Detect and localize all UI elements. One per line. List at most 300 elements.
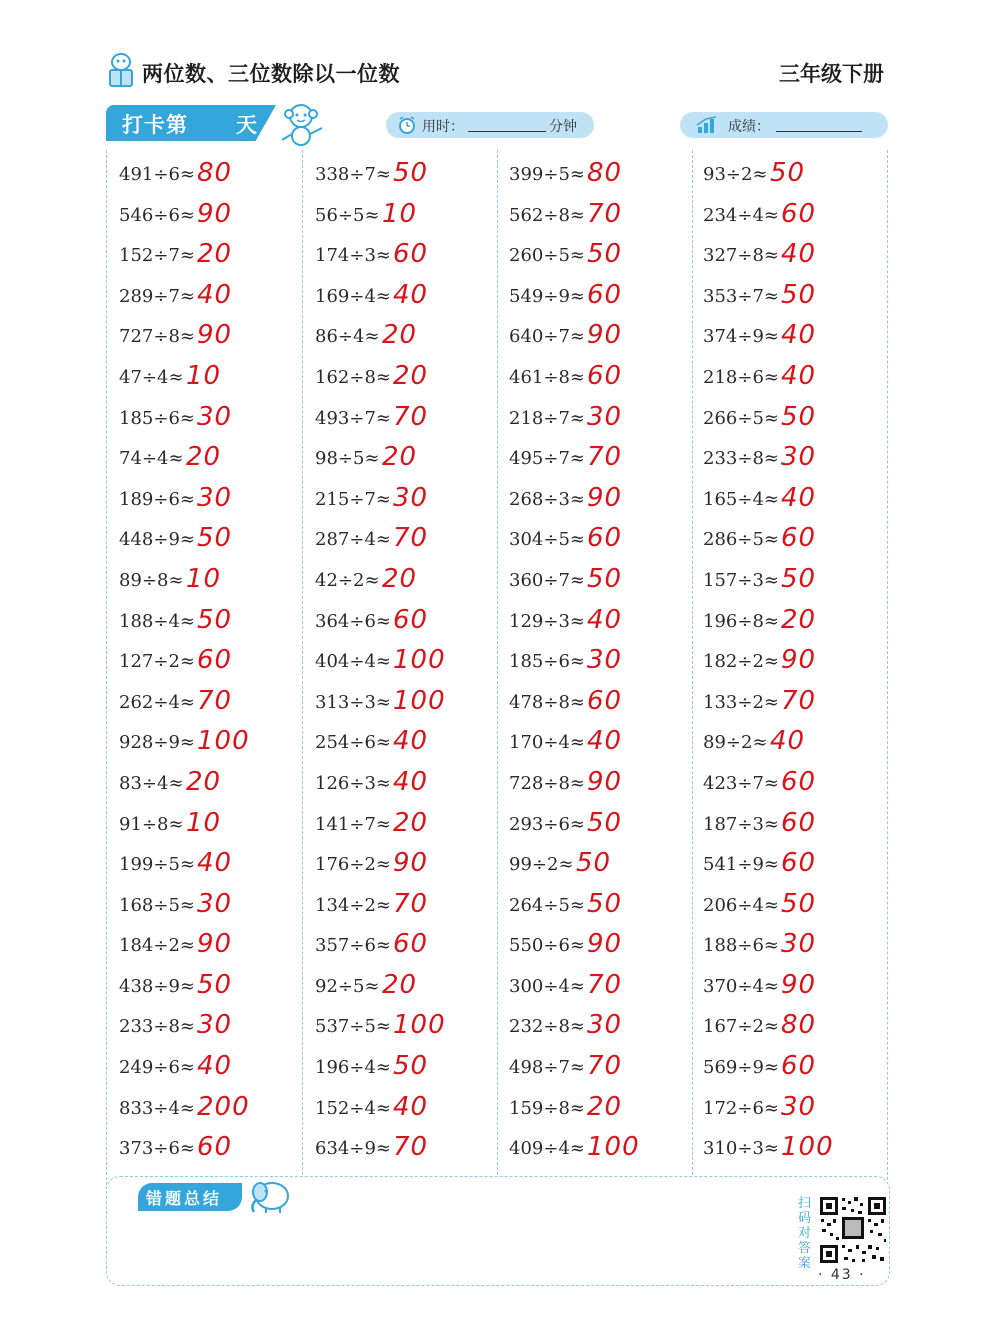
- problem-question: 185÷6≈: [119, 407, 195, 429]
- problem-question: 289÷7≈: [119, 285, 195, 307]
- problem-row: [119, 806, 309, 847]
- problem-question: 264÷5≈: [509, 894, 585, 916]
- handwritten-answer[interactable]: 70: [587, 442, 623, 473]
- handwritten-answer[interactable]: 50: [781, 563, 817, 594]
- problem-question: 86÷4≈: [315, 326, 380, 348]
- problem-row: [509, 1049, 699, 1090]
- problem-row: [509, 237, 699, 278]
- problem-row: [119, 156, 309, 197]
- problem-question: 304÷5≈: [509, 529, 585, 551]
- problem-row: [315, 603, 505, 644]
- handwritten-answer[interactable]: 90: [197, 198, 233, 229]
- problem-row: [509, 318, 699, 359]
- handwritten-answer[interactable]: 10: [186, 807, 222, 838]
- handwritten-answer[interactable]: 90: [587, 929, 623, 960]
- handwritten-answer[interactable]: 30: [197, 1010, 233, 1041]
- problem-question: 266÷5≈: [703, 407, 779, 429]
- problem-row: [315, 968, 505, 1009]
- problem-question: 170÷4≈: [509, 732, 585, 754]
- problem-row: [703, 562, 893, 603]
- problem-row: [703, 1008, 893, 1049]
- page-title: 两位数、三位数除以一位数: [142, 62, 400, 86]
- handwritten-answer[interactable]: 60: [587, 685, 623, 716]
- problem-row: [315, 927, 505, 968]
- problem-question: 184÷2≈: [119, 935, 195, 957]
- problem-row: [119, 237, 309, 278]
- handwritten-answer[interactable]: 40: [781, 239, 817, 270]
- problem-row: [119, 521, 309, 562]
- problem-question: 91÷8≈: [119, 813, 184, 835]
- problem-question: 185÷6≈: [509, 651, 585, 673]
- problem-question: 93÷2≈: [703, 164, 768, 185]
- problem-row: [703, 724, 893, 765]
- problem-row: [315, 521, 505, 562]
- problem-row: [703, 806, 893, 847]
- problem-row: [703, 521, 893, 562]
- handwritten-answer[interactable]: 50: [393, 158, 429, 188]
- problem-row: [119, 887, 309, 928]
- problem-row: [703, 846, 893, 887]
- grade-label: 三年级下册: [779, 62, 884, 86]
- problem-row: [315, 1130, 505, 1171]
- problem-question: 89÷8≈: [119, 569, 184, 591]
- score-blank[interactable]: [776, 131, 862, 132]
- problem-question: 206÷4≈: [703, 894, 779, 916]
- problem-row: [315, 1090, 505, 1131]
- checkin-day-label: 天: [236, 113, 257, 137]
- handwritten-answer[interactable]: 70: [393, 523, 429, 554]
- problem-question: 493÷7≈: [315, 407, 391, 429]
- handwritten-answer[interactable]: 30: [587, 645, 623, 676]
- problem-row: [315, 278, 505, 319]
- problem-row: [509, 846, 699, 887]
- problem-row: [119, 1049, 309, 1090]
- handwritten-answer[interactable]: 70: [393, 401, 429, 432]
- problem-question: 98÷5≈: [315, 448, 380, 470]
- handwritten-answer[interactable]: 60: [197, 1132, 233, 1163]
- problem-question: 218÷6≈: [703, 366, 779, 388]
- problem-question: 357÷6≈: [315, 935, 391, 957]
- handwritten-answer[interactable]: 60: [393, 239, 429, 270]
- problem-row: [703, 968, 893, 1009]
- problem-question: 188÷4≈: [119, 610, 195, 632]
- handwritten-answer[interactable]: 70: [587, 1051, 623, 1082]
- problem-row: [315, 359, 505, 400]
- time-unit: 分钟: [549, 119, 577, 135]
- problem-row: [509, 562, 699, 603]
- book-mascot-icon: [106, 52, 136, 88]
- problem-question: 99÷2≈: [509, 854, 574, 876]
- problem-question: 249÷6≈: [119, 1057, 195, 1079]
- problem-row: [119, 1130, 309, 1171]
- problem-row: [315, 562, 505, 603]
- handwritten-answer[interactable]: 60: [781, 766, 817, 797]
- problem-question: 569÷9≈: [703, 1057, 779, 1079]
- problem-row: [509, 887, 699, 928]
- handwritten-answer[interactable]: 30: [197, 482, 233, 513]
- handwritten-answer[interactable]: 80: [781, 1010, 817, 1041]
- problem-question: 423÷7≈: [703, 772, 779, 794]
- problem-row: [509, 197, 699, 238]
- problem-question: 152÷7≈: [119, 245, 195, 267]
- problem-row: [703, 1130, 893, 1171]
- problem-question: 360÷7≈: [509, 569, 585, 591]
- handwritten-answer[interactable]: 30: [587, 1010, 623, 1041]
- handwritten-answer[interactable]: 60: [393, 929, 429, 960]
- handwritten-answer[interactable]: 70: [587, 969, 623, 1000]
- problem-row: [509, 400, 699, 441]
- handwritten-answer[interactable]: 90: [781, 969, 817, 1000]
- problem-question: 373÷6≈: [119, 1138, 195, 1160]
- problem-row: [509, 1008, 699, 1049]
- problem-row: [315, 481, 505, 522]
- problem-question: 550÷6≈: [509, 935, 585, 957]
- problem-row: [509, 765, 699, 806]
- problem-row: [315, 887, 505, 928]
- problem-question: 129÷3≈: [509, 610, 585, 632]
- problem-row: [119, 562, 309, 603]
- handwritten-answer[interactable]: 20: [781, 604, 817, 635]
- clock-icon: [398, 116, 416, 134]
- problem-question: 83÷4≈: [119, 772, 184, 794]
- handwritten-answer[interactable]: 90: [587, 766, 623, 797]
- problem-question: 268÷3≈: [509, 488, 585, 510]
- problem-question: 399÷5≈: [509, 164, 585, 185]
- problem-question: 187÷3≈: [703, 813, 779, 835]
- problem-row: [119, 684, 309, 725]
- handwritten-answer[interactable]: 60: [781, 198, 817, 229]
- problem-row: [703, 643, 893, 684]
- handwritten-answer[interactable]: 50: [781, 401, 817, 432]
- chart-icon: [696, 116, 718, 134]
- handwritten-answer[interactable]: 70: [781, 685, 817, 716]
- problem-question: 42÷2≈: [315, 569, 380, 591]
- problem-question: 234÷4≈: [703, 204, 779, 226]
- problem-question: 174÷3≈: [315, 245, 391, 267]
- handwritten-answer[interactable]: 50: [587, 239, 623, 270]
- problem-question: 134÷2≈: [315, 894, 391, 916]
- handwritten-answer[interactable]: 60: [781, 1051, 817, 1082]
- problem-question: 353÷7≈: [703, 285, 779, 307]
- problem-row: [703, 927, 893, 968]
- problem-row: [119, 968, 309, 1009]
- handwritten-answer[interactable]: 50: [781, 279, 817, 310]
- problem-row: [509, 643, 699, 684]
- handwritten-answer[interactable]: 100: [587, 1132, 640, 1163]
- handwritten-answer[interactable]: 20: [393, 360, 429, 391]
- handwritten-answer[interactable]: 10: [382, 198, 418, 229]
- handwritten-answer[interactable]: 70: [393, 1132, 429, 1163]
- problem-row: [119, 643, 309, 684]
- problem-question: 89÷2≈: [703, 732, 768, 754]
- problem-row: [703, 156, 893, 197]
- problem-question: 327÷8≈: [703, 245, 779, 267]
- handwritten-answer[interactable]: 40: [781, 320, 817, 351]
- handwritten-answer[interactable]: 90: [197, 929, 233, 960]
- problem-question: 215÷7≈: [315, 488, 391, 510]
- problem-row: [119, 765, 309, 806]
- problem-question: 254÷6≈: [315, 732, 391, 754]
- handwritten-answer[interactable]: 30: [197, 401, 233, 432]
- problem-question: 293÷6≈: [509, 813, 585, 835]
- handwritten-answer[interactable]: 70: [587, 198, 623, 229]
- problem-question: 374÷9≈: [703, 326, 779, 348]
- problem-row: [315, 643, 505, 684]
- problem-row: [119, 603, 309, 644]
- handwritten-answer[interactable]: 200: [197, 1091, 250, 1122]
- handwritten-answer[interactable]: 20: [186, 442, 222, 473]
- handwritten-answer[interactable]: 70: [197, 685, 233, 716]
- handwritten-answer[interactable]: 60: [781, 848, 817, 879]
- problem-row: [509, 156, 699, 197]
- handwritten-answer[interactable]: 100: [393, 685, 446, 716]
- handwritten-answer[interactable]: 80: [197, 158, 233, 188]
- handwritten-answer[interactable]: 60: [587, 279, 623, 310]
- problem-question: 478÷8≈: [509, 691, 585, 713]
- monkey-icon: [276, 98, 326, 148]
- problem-question: 168÷5≈: [119, 894, 195, 916]
- problem-row: [315, 237, 505, 278]
- problem-row: [509, 521, 699, 562]
- problem-question: 218÷7≈: [509, 407, 585, 429]
- handwritten-answer[interactable]: 90: [197, 320, 233, 351]
- problem-question: 634÷9≈: [315, 1138, 391, 1160]
- problem-question: 262÷4≈: [119, 691, 195, 713]
- handwritten-answer[interactable]: 20: [197, 239, 233, 270]
- handwritten-answer[interactable]: 60: [587, 523, 623, 554]
- problem-row: [119, 197, 309, 238]
- problem-row: [119, 318, 309, 359]
- problem-question: 640÷7≈: [509, 326, 585, 348]
- handwritten-answer[interactable]: 40: [587, 726, 623, 757]
- problem-question: 833÷4≈: [119, 1097, 195, 1119]
- handwritten-answer[interactable]: 40: [781, 482, 817, 513]
- problem-question: 162÷8≈: [315, 366, 391, 388]
- problem-row: [119, 927, 309, 968]
- handwritten-answer[interactable]: 20: [393, 807, 429, 838]
- time-blank[interactable]: [468, 131, 546, 132]
- problem-question: 159÷8≈: [509, 1097, 585, 1119]
- problem-row: [703, 237, 893, 278]
- problem-question: 537÷5≈: [315, 1016, 391, 1038]
- handwritten-answer[interactable]: 40: [393, 1091, 429, 1122]
- problem-question: 728÷8≈: [509, 772, 585, 794]
- problem-row: [703, 887, 893, 928]
- handwritten-answer[interactable]: 100: [197, 726, 250, 757]
- problem-question: 541÷9≈: [703, 854, 779, 876]
- handwritten-answer[interactable]: 30: [781, 442, 817, 473]
- handwritten-answer[interactable]: 100: [393, 645, 446, 676]
- problem-question: 232÷8≈: [509, 1016, 585, 1038]
- problem-question: 364÷6≈: [315, 610, 391, 632]
- problem-question: 300÷4≈: [509, 975, 585, 997]
- problem-question: 126÷3≈: [315, 772, 391, 794]
- problem-row: [703, 440, 893, 481]
- problem-question: 182÷2≈: [703, 651, 779, 673]
- problem-row: [509, 359, 699, 400]
- handwritten-answer[interactable]: 50: [393, 1051, 429, 1082]
- problem-question: 47÷4≈: [119, 366, 184, 388]
- handwritten-answer[interactable]: 40: [197, 279, 233, 310]
- problem-row: [315, 1008, 505, 1049]
- problem-question: 928÷9≈: [119, 732, 195, 754]
- handwritten-answer[interactable]: 40: [393, 766, 429, 797]
- problem-question: 199÷5≈: [119, 854, 195, 876]
- handwritten-answer[interactable]: 60: [587, 360, 623, 391]
- handwritten-answer[interactable]: 100: [781, 1132, 834, 1163]
- problem-question: 233÷8≈: [703, 448, 779, 470]
- handwritten-answer[interactable]: 20: [382, 320, 418, 351]
- handwritten-answer[interactable]: 50: [197, 523, 233, 554]
- handwritten-answer[interactable]: 30: [781, 929, 817, 960]
- handwritten-answer[interactable]: 10: [186, 563, 222, 594]
- handwritten-answer[interactable]: 50: [781, 888, 817, 919]
- problem-question: 74÷4≈: [119, 448, 184, 470]
- problem-row: [509, 440, 699, 481]
- problem-question: 169÷4≈: [315, 285, 391, 307]
- handwritten-answer[interactable]: 60: [197, 645, 233, 676]
- handwritten-answer[interactable]: 90: [781, 645, 817, 676]
- problem-row: [119, 1008, 309, 1049]
- handwritten-answer[interactable]: 30: [781, 1091, 817, 1122]
- problem-row: [703, 318, 893, 359]
- handwritten-answer[interactable]: 40: [770, 726, 806, 757]
- problem-row: [509, 278, 699, 319]
- problem-question: 287÷4≈: [315, 529, 391, 551]
- handwritten-answer[interactable]: 90: [587, 482, 623, 513]
- handwritten-answer[interactable]: 50: [576, 848, 612, 879]
- handwritten-answer[interactable]: 80: [587, 158, 623, 188]
- handwritten-answer[interactable]: 50: [770, 158, 806, 188]
- problem-question: 167÷2≈: [703, 1016, 779, 1038]
- problem-question: 56÷5≈: [315, 204, 380, 226]
- handwritten-answer[interactable]: 60: [781, 807, 817, 838]
- problem-row: [119, 846, 309, 887]
- elephant-icon: [246, 1176, 294, 1214]
- handwritten-answer[interactable]: 20: [382, 563, 418, 594]
- problem-question: 157÷3≈: [703, 569, 779, 591]
- problem-row: [509, 1090, 699, 1131]
- problem-row: [315, 1049, 505, 1090]
- handwritten-answer[interactable]: 70: [393, 888, 429, 919]
- problem-row: [509, 806, 699, 847]
- time-label: 用时：: [422, 119, 464, 135]
- problem-row: [119, 400, 309, 441]
- problem-row: [509, 603, 699, 644]
- problem-row: [315, 197, 505, 238]
- handwritten-answer[interactable]: 40: [781, 360, 817, 391]
- problem-row: [315, 724, 505, 765]
- problem-row: [119, 724, 309, 765]
- handwritten-answer[interactable]: 40: [393, 726, 429, 757]
- problem-column-2: [315, 156, 505, 1171]
- handwritten-answer[interactable]: 50: [197, 604, 233, 635]
- problem-row: [119, 1090, 309, 1131]
- problem-question: 727÷8≈: [119, 326, 195, 348]
- qr-code[interactable]: [818, 1195, 888, 1265]
- problem-row: [315, 156, 505, 197]
- handwritten-answer[interactable]: 40: [393, 279, 429, 310]
- handwritten-answer[interactable]: 10: [186, 360, 222, 391]
- handwritten-answer[interactable]: 20: [587, 1091, 623, 1122]
- problem-row: [315, 846, 505, 887]
- problem-row: [315, 318, 505, 359]
- handwritten-answer[interactable]: 100: [393, 1010, 446, 1041]
- problem-row: [703, 359, 893, 400]
- score-label: 成绩：: [728, 119, 770, 135]
- problem-row: [703, 1090, 893, 1131]
- problem-question: 448÷9≈: [119, 529, 195, 551]
- problem-question: 133÷2≈: [703, 691, 779, 713]
- problem-question: 196÷4≈: [315, 1057, 391, 1079]
- problem-row: [119, 481, 309, 522]
- handwritten-answer[interactable]: 50: [197, 969, 233, 1000]
- handwritten-answer[interactable]: 30: [587, 401, 623, 432]
- problem-row: [509, 724, 699, 765]
- problem-question: 409÷4≈: [509, 1138, 585, 1160]
- handwritten-answer[interactable]: 90: [587, 320, 623, 351]
- handwritten-answer[interactable]: 20: [382, 969, 418, 1000]
- handwritten-answer[interactable]: 40: [197, 1051, 233, 1082]
- problem-row: [703, 481, 893, 522]
- problem-row: [703, 684, 893, 725]
- problem-row: [509, 684, 699, 725]
- problem-question: 404÷4≈: [315, 651, 391, 673]
- problem-question: 498÷7≈: [509, 1057, 585, 1079]
- handwritten-answer[interactable]: 40: [197, 848, 233, 879]
- problem-column-1: [119, 156, 309, 1171]
- problem-question: 188÷6≈: [703, 935, 779, 957]
- problem-row: [703, 278, 893, 319]
- problem-row: [119, 278, 309, 319]
- problem-question: 549÷9≈: [509, 285, 585, 307]
- problem-question: 491÷6≈: [119, 164, 195, 185]
- handwritten-answer[interactable]: 30: [197, 888, 233, 919]
- problem-row: [703, 400, 893, 441]
- problem-row: [509, 968, 699, 1009]
- handwritten-answer[interactable]: 20: [382, 442, 418, 473]
- handwritten-answer[interactable]: 20: [186, 766, 222, 797]
- page-number: · 43 ·: [818, 1267, 866, 1283]
- column-divider: [106, 150, 107, 1195]
- problem-question: 233÷8≈: [119, 1016, 195, 1038]
- problem-question: 286÷5≈: [703, 529, 779, 551]
- problem-row: [119, 440, 309, 481]
- problem-row: [509, 927, 699, 968]
- problem-question: 127÷2≈: [119, 651, 195, 673]
- handwritten-answer[interactable]: 50: [587, 563, 623, 594]
- handwritten-answer[interactable]: 60: [393, 604, 429, 635]
- problem-question: 438÷9≈: [119, 975, 195, 997]
- handwritten-answer[interactable]: 30: [393, 482, 429, 513]
- handwritten-answer[interactable]: 90: [393, 848, 429, 879]
- problem-question: 370÷4≈: [703, 975, 779, 997]
- problem-row: [315, 400, 505, 441]
- problem-question: 546÷6≈: [119, 204, 195, 226]
- checkin-label: 打卡第: [122, 113, 188, 137]
- problem-question: 310÷3≈: [703, 1138, 779, 1160]
- problem-row: [703, 1049, 893, 1090]
- handwritten-answer[interactable]: 40: [587, 604, 623, 635]
- scan-answer-label: 扫码对答案: [798, 1196, 812, 1271]
- problem-question: 92÷5≈: [315, 975, 380, 997]
- handwritten-answer[interactable]: 50: [587, 807, 623, 838]
- problem-column-3: [509, 156, 699, 1171]
- problem-row: [315, 684, 505, 725]
- problem-row: [119, 359, 309, 400]
- handwritten-answer[interactable]: 60: [781, 523, 817, 554]
- handwritten-answer[interactable]: 50: [587, 888, 623, 919]
